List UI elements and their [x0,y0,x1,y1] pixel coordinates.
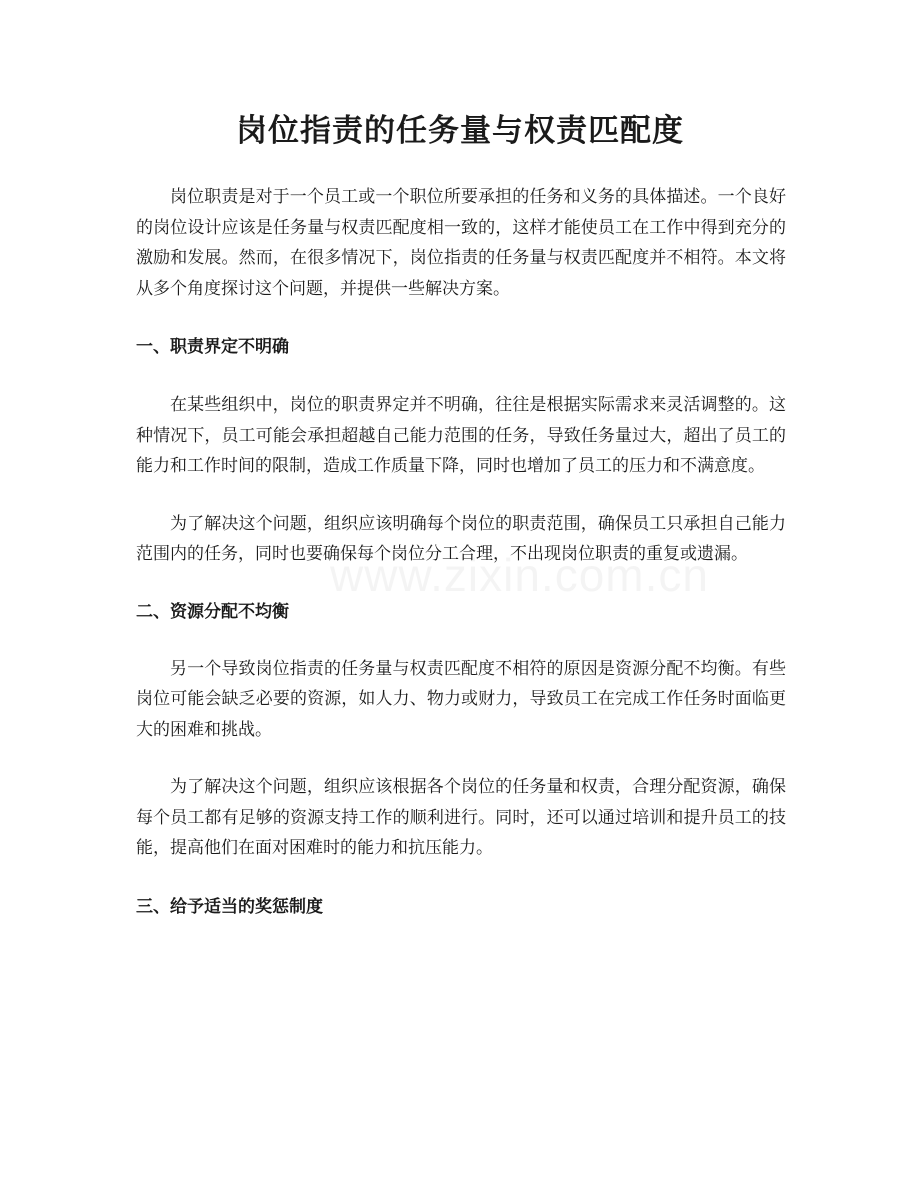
section-heading-2: 二、资源分配不均衡 [136,601,289,622]
document-title: 岗位指责的任务量与权责匹配度 [236,113,684,149]
document-body [136,182,786,922]
section-1-paragraph-2: 为了解决这个问题，组织应该明确每个岗位的职责范围，确保员工只承担自己能力范围内的任务，同时也要确保每个岗位分工合理，不出现岗位职责的重复或遗漏。 [136,513,786,564]
section-1-paragraph-1: 在某些组织中，岗位的职责界定并不明确，往往是根据实际需求来灵活调整的。这种情况下，员工可能会承担超越自己能力范围的任务，导致任务量过大，超出了员工的能力和工作时间的限制，造成工作质量下降，同时也增加了员工的压力和不满意度。 [136,395,786,476]
section-2-paragraph-1: 另一个导致岗位指责的任务量与权责匹配度不相符的原因是资源分配不均衡。有些岗位可能会缺乏必要的资源，如人力、物力或财力，导致员工在完成工作任务时面临更大的困难和挑战。 [136,658,786,740]
section-heading-3: 三、给予适当的奖惩制度 [136,896,323,917]
section-heading-1: 一、职责界定不明确 [136,337,289,357]
intro-paragraph: 岗位职责是对于一个员工或一个职位所要承担的任务和义务的具体描述。一个良好的岗位设计应该是任务量与权责匹配度相一致的，这样才能使员工在工作中得到充分的激励和发展。然而，在很多情况下，岗位指责的任务量与权责匹配度并不相符。本文将从多个角度探讨这个问题，并提供一些解决方案。 [136,187,786,299]
section-2-paragraph-2: 为了解决这个问题，组织应该根据各个岗位的任务量和权责，合理分配资源，确保每个员工都有足够的资源支持工作的顺利进行。同时，还可以通过培训和提升员工的技能，提高他们在面对困难时的能力和抗压能力。 [136,777,786,858]
